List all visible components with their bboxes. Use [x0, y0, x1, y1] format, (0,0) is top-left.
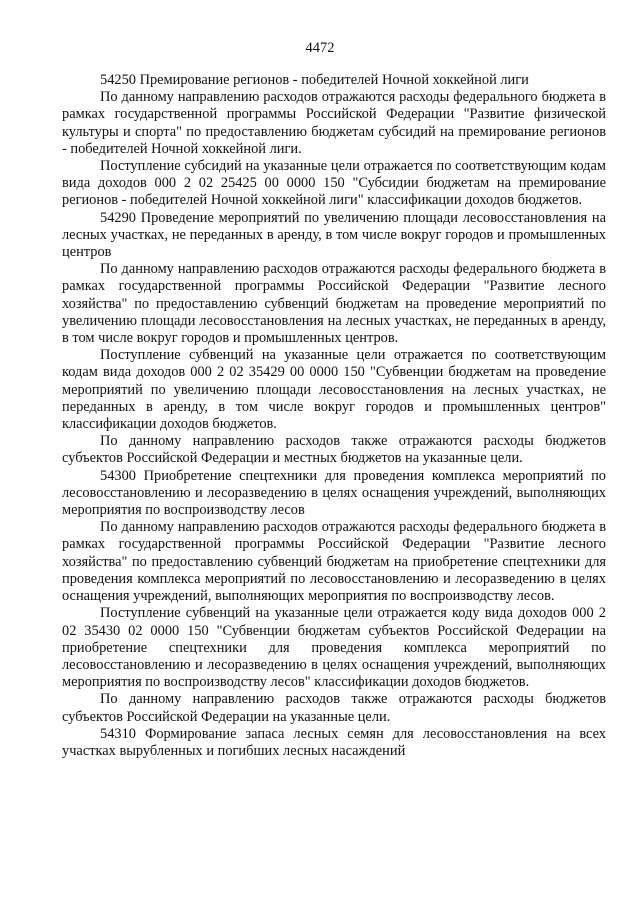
section-heading-54310: 54310 Формирование запаса лесных семян для лесовосстановления на всех участках вырубленных и погибших лесных насаждений [62, 725, 606, 759]
section-heading-54250: 54250 Премирование регионов - победителей Ночной хоккейной лиги [100, 72, 529, 88]
body-paragraph: Поступление субсидий на указанные цели отражается по соответствующим кодам вида доходов 000 2 02 25425 00 0000 150 "Субсидии бюджетам на премирование регионов - победителей Ночной хоккейной лиги" классификации доходов бюджетов. [62, 158, 606, 209]
body-paragraph: По данному направлению расходов также отражаются расходы бюджетов субъектов Российской Федерации на указанные цели. [62, 691, 606, 725]
body-paragraph: Поступление субвенций на указанные цели отражается коду вида доходов 000 2 02 35430 02 0000 150 "Субвенции бюджетам субъектов Российской Федерации на приобретение спецтехники для проведения комплекса мероприятий по лесовосстановлению и лесоразведению в целях оснащения учреждений, выполняющих мероприятия по воспроизводству лесов" классификации доходов бюджетов. [62, 605, 606, 691]
section-heading-54290: 54290 Проведение мероприятий по увеличению площади лесовосстановления на лесных участках, не переданных в аренду, в том числе вокруг городов и промышленных центров [62, 209, 606, 261]
page-number: 4472 [305, 40, 335, 56]
body-paragraph: По данному направлению расходов также отражаются расходы бюджетов субъектов Российской Федерации и местных бюджетов на указанные цели. [62, 433, 606, 467]
body-paragraph: По данному направлению расходов отражаются расходы федерального бюджета в рамках государственной программы Российской Федерации "Развитие лесного хозяйства" по предоставлению субвенций бюджетам на проведение мероприятий по увеличению площади лесовосстановления на лесных участках, не переданных в аренду, в том числе вокруг городов и промышленных центров. [62, 261, 606, 347]
body-paragraph: Поступление субвенций на указанные цели отражается по соответствующим кодам вида доходов 000 2 02 35429 00 0000 150 "Субвенции бюджетам на проведение мероприятий по увеличению площади лесовосстановления на лесных участках, не переданных в аренду, в том числе вокруг городов и промышленных центров" классификации доходов бюджетов. [62, 347, 606, 433]
body-paragraph: По данному направлению расходов отражаются расходы федерального бюджета в рамках государственной программы Российской Федерации "Развитие лесного хозяйства" по предоставлению субвенций бюджетам на приобретение спецтехники для проведения комплекса мероприятий по лесовосстановлению и лесоразведению в целях оснащения учреждений, выполняющих мероприятия по воспроизводству лесов. [62, 519, 606, 605]
document-body [62, 72, 606, 760]
section-heading-54300: 54300 Приобретение спецтехники для проведения комплекса мероприятий по лесовосстановлению и лесоразведению в целях оснащения учреждений, выполняющих мероприятия по воспроизводству лесов [62, 467, 606, 519]
body-paragraph: По данному направлению расходов отражаются расходы федерального бюджета в рамках государственной программы Российской Федерации "Развитие физической культуры и спорта" по предоставлению бюджетам субсидий на премирование регионов - победителей Ночной хоккейной лиги. [62, 89, 606, 157]
